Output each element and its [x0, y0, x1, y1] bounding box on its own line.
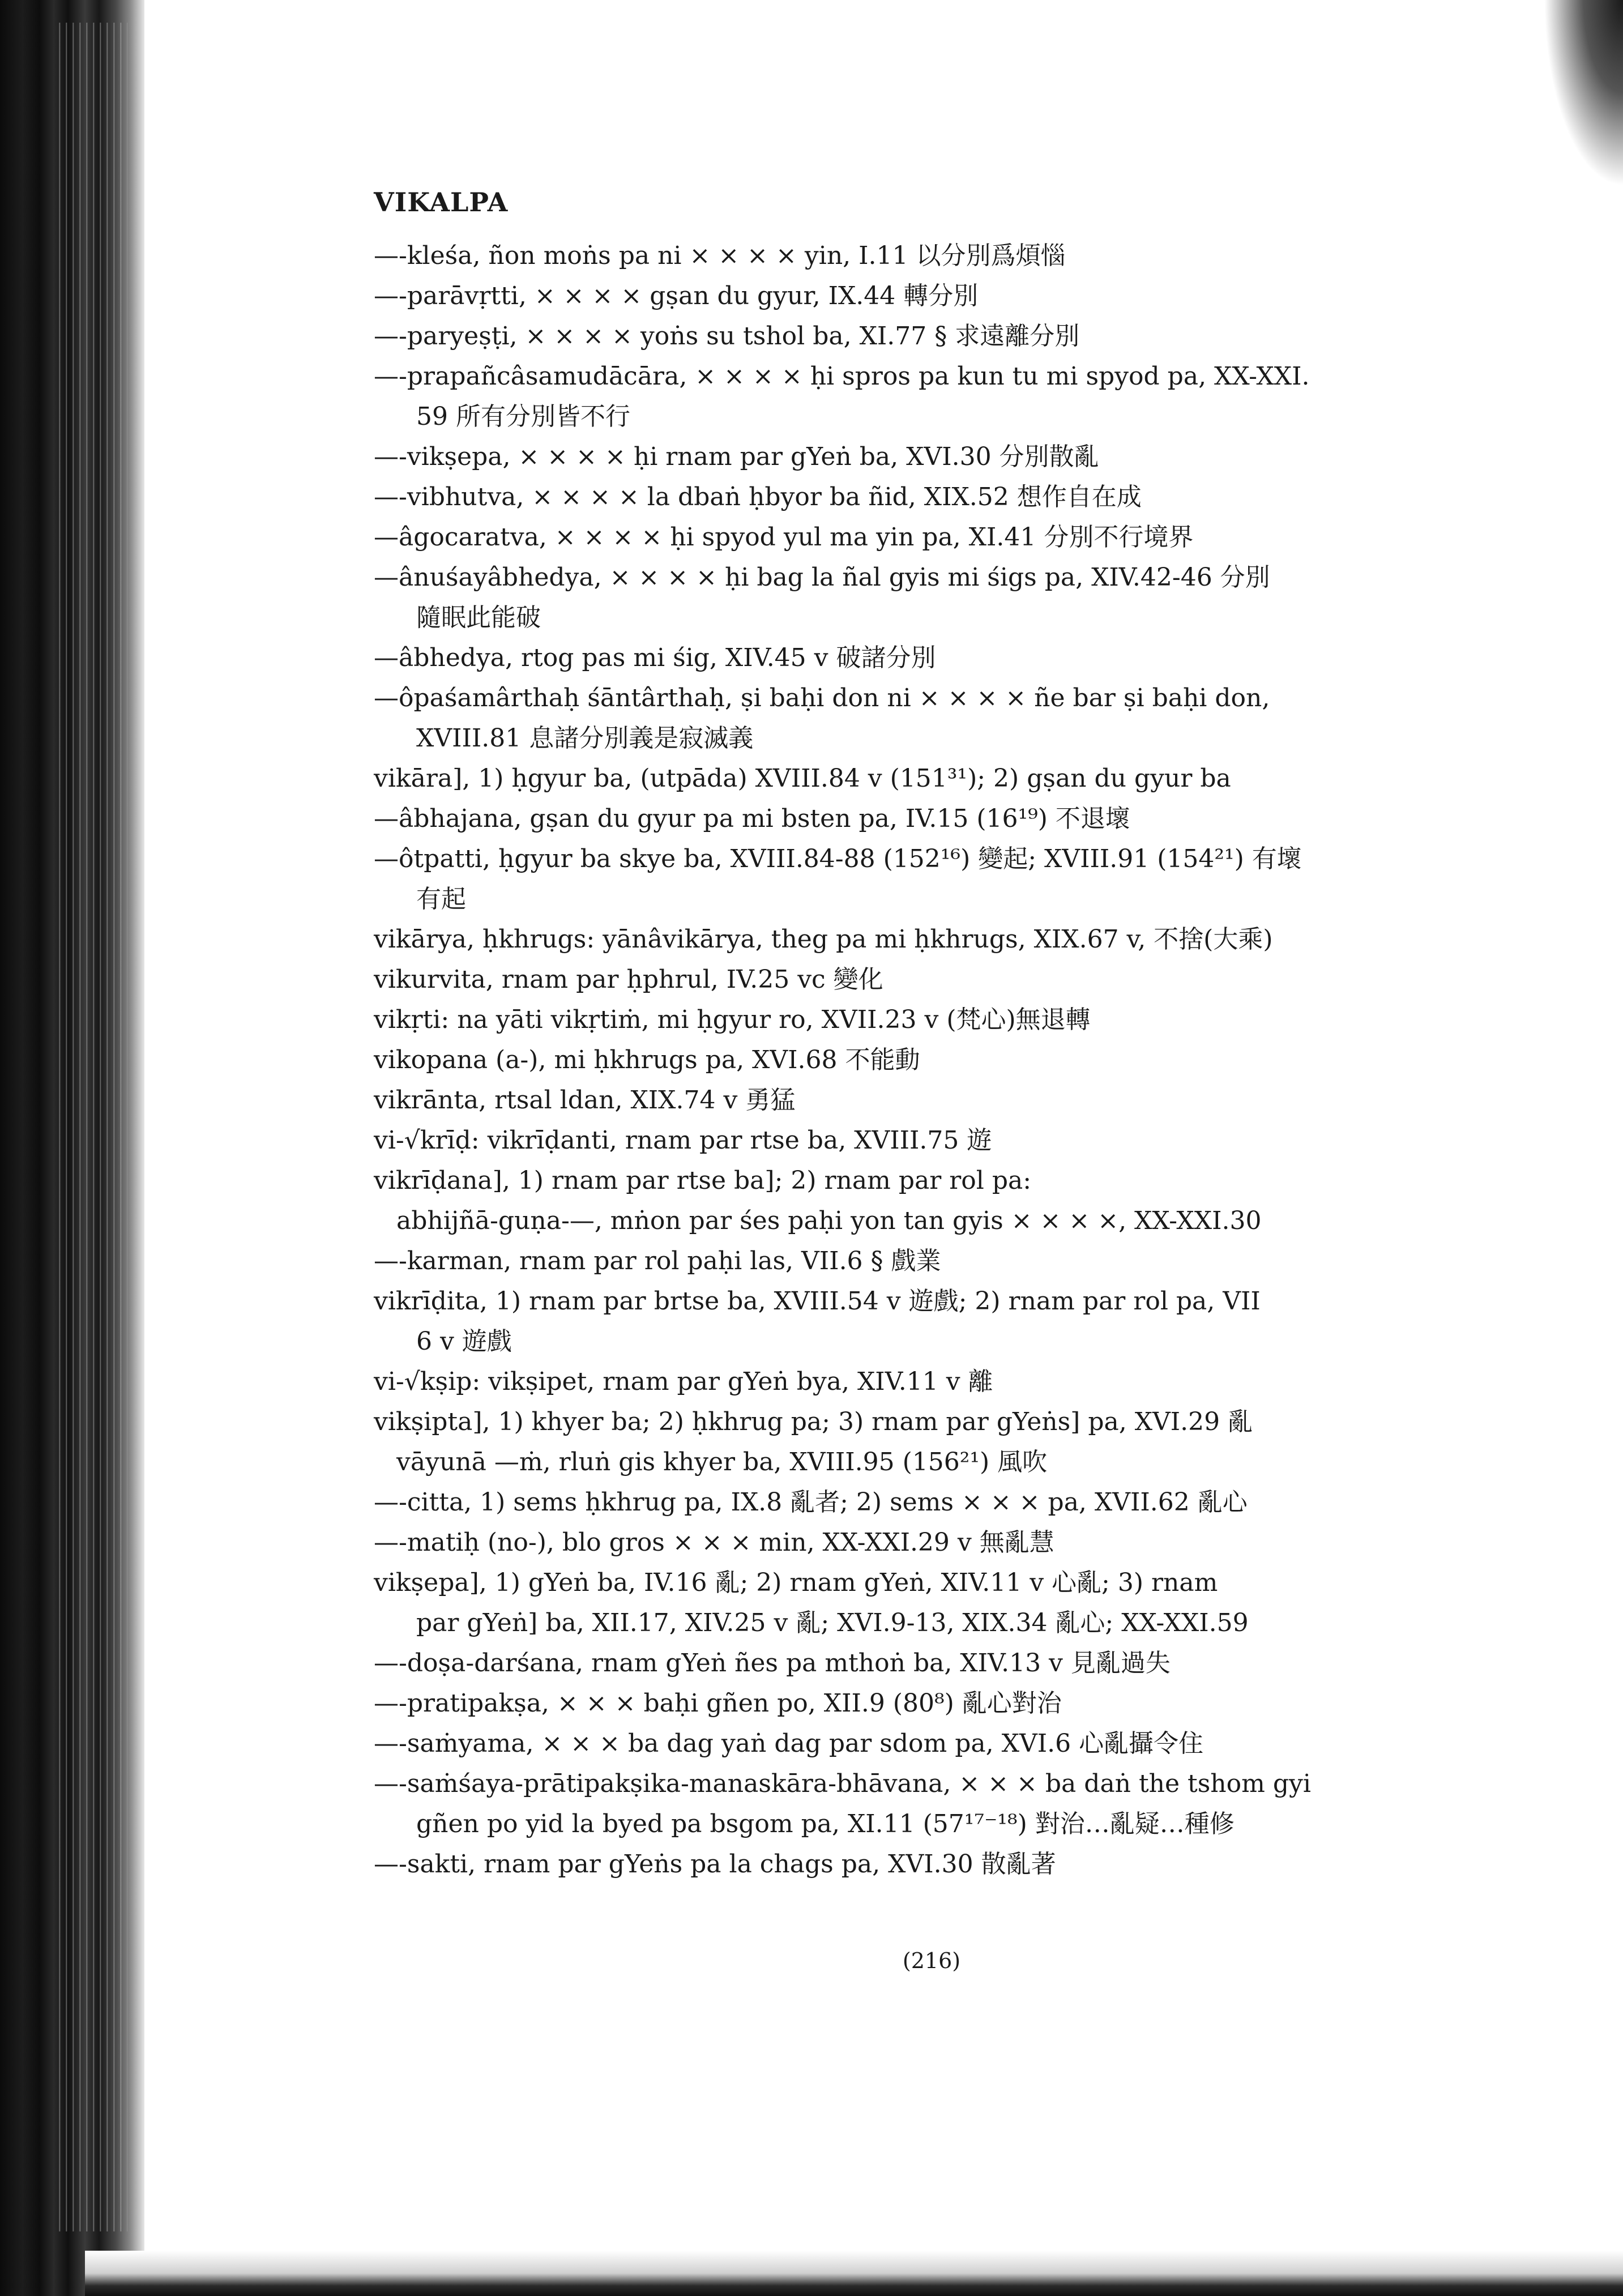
entry-continuation: 有起: [416, 885, 466, 914]
entry-continuation: 6 v 遊戲: [416, 1327, 512, 1356]
entry-line: —ôtpatti, ḥgyur ba skye ba, XVIII.84-88 (152¹⁶) 變起; XVIII.91 (154²¹) 有壞: [374, 844, 1302, 873]
entry-line: —ânuśayâbhedya, × × × × ḥi bag la ñal gyis mi śigs pa, XIV.42-46 分別: [374, 563, 1270, 592]
entry-line: vikrīḍana], 1) rnam par rtse ba]; 2) rnam par rol pa:: [374, 1166, 1032, 1195]
entry-line: —-saṁyama, × × × ba dag yaṅ dag par sdom pa, XVI.6 心亂攝令住: [374, 1729, 1204, 1758]
entry-line: vikṣepa], 1) gYeṅ ba, IV.16 亂; 2) rnam gYeṅ, XIV.11 v 心亂; 3) rnam: [374, 1568, 1218, 1597]
entry-line: —-vibhutva, × × × × la dbaṅ ḥbyor ba ñid, XIX.52 想作自在成: [374, 483, 1142, 511]
entry-line: vikrīḍita, 1) rnam par brtse ba, XVIII.54 v 遊戲; 2) rnam par rol pa, VII: [374, 1287, 1261, 1316]
entry-line: —-citta, 1) sems ḥkhrug pa, IX.8 亂者; 2) sems × × × pa, XVII.62 亂心: [374, 1488, 1248, 1517]
entry-line: —âbhedya, rtog pas mi śig, XIV.45 v 破諸分別: [374, 643, 936, 672]
entry-line: —-vikṣepa, × × × × ḥi rnam par gYeṅ ba, XVI.30 分別散亂: [374, 442, 1099, 471]
entry-line: vikṛti: na yāti vikṛtiṁ, mi ḥgyur ro, XVII.23 v (梵心)無退轉: [374, 1005, 1091, 1034]
entry-line: —ôpaśamârthaḥ śāntârthaḥ, ṣi baḥi don ni × × × × ñe bar ṣi baḥi don,: [374, 684, 1270, 712]
entry-subline: abhijñā-guṇa-—, mṅon par śes paḥi yon tan gyis × × × ×, XX-XXI.30: [396, 1206, 1262, 1235]
entry-line: —-parāvṛtti, × × × × gṣan du gyur, IX.44 轉分別: [374, 281, 979, 310]
entry-continuation: 隨眠此能破: [416, 603, 541, 632]
entry-line: vikāra], 1) ḥgyur ba, (utpāda) XVIII.84 v (151³¹); 2) gṣan du gyur ba: [374, 764, 1231, 793]
entry-line: —-pratipakṣa, × × × baḥi gñen po, XII.9 (80⁸) 亂心對治: [374, 1689, 1062, 1718]
entry-line: —-doṣa-darśana, rnam gYeṅ ñes pa mthoṅ ba, XIV.13 v 見亂過失: [374, 1649, 1171, 1678]
entry-line: vikārya, ḥkhrugs: yānâvikārya, theg pa mi ḥkhrugs, XIX.67 v, 不捨(大乘): [374, 925, 1273, 954]
entry-line: —-matiḥ (no-), blo gros × × × min, XX-XXI.29 v 無亂慧: [374, 1528, 1054, 1557]
entry-line: —-paryeṣṭi, × × × × yoṅs su tshol ba, XI.77 § 求遠離分別: [374, 322, 1080, 351]
section-heading: VIKALPA: [374, 187, 509, 217]
entry-line: —-saṁśaya-prātipakṣika-manaskāra-bhāvana, × × × ba daṅ the tshom gyi: [374, 1769, 1311, 1798]
entry-line: vikrānta, rtsal ldan, XIX.74 v 勇猛: [374, 1086, 796, 1115]
entry-line: —-prapañcâsamudācāra, × × × × ḥi spros pa kun tu mi spyod pa, XX-XXI.: [374, 362, 1310, 391]
dictionary-page: [374, 187, 1478, 1884]
entry-line: vikopana (a-), mi ḥkhrugs pa, XVI.68 不能動: [374, 1045, 920, 1074]
entry-line: —-sakti, rnam par gYeṅs pa la chags pa, XVI.30 散亂著: [374, 1850, 1056, 1879]
entry-line: vikurvita, rnam par ḥphrul, IV.25 vc 變化: [374, 965, 883, 994]
entry-line: vi-√kṣip: vikṣipet, rnam par gYeṅ bya, XIV.11 v 離: [374, 1367, 993, 1396]
entry-line: —âbhajana, gṣan du gyur pa mi bsten pa, IV.15 (16¹⁹) 不退壞: [374, 804, 1130, 833]
scan-corner-shadow: [1544, 0, 1623, 187]
entry-line: vi-√krīḍ: vikrīḍanti, rnam par rtse ba, XVIII.75 遊: [374, 1126, 992, 1155]
entry-line: vikṣipta], 1) khyer ba; 2) ḥkhrug pa; 3) rnam par gYeṅs] pa, XVI.29 亂: [374, 1407, 1253, 1436]
entry-line: —-karman, rnam par rol paḥi las, VII.6 § 戲業: [374, 1247, 941, 1275]
entry-continuation: par gYeṅ] ba, XII.17, XIV.25 v 亂; XVI.9-13, XIX.34 亂心; XX-XXI.59: [416, 1608, 1249, 1637]
entry-continuation: gñen po yid la byed pa bsgom pa, XI.11 (57¹⁷⁻¹⁸) 對治…亂疑…種修: [416, 1810, 1235, 1838]
entry-line: —-kleśa, ñon moṅs pa ni × × × × yin, I.11 以分別爲煩惱: [374, 241, 1066, 270]
entry-line: —âgocaratva, × × × × ḥi spyod yul ma yin pa, XI.41 分別不行境界: [374, 523, 1194, 552]
entry-subline: vāyunā —ṁ, rluṅ gis khyer ba, XVIII.95 (156²¹) 風吹: [396, 1448, 1048, 1476]
entry-continuation: XVIII.81 息諸分別義是寂滅義: [416, 724, 754, 753]
page-number: (216): [902, 1948, 961, 1973]
scan-bottom-edge: [85, 2251, 1623, 2296]
entry-continuation: 59 所有分別皆不行: [416, 402, 630, 431]
page-stack-lines: [54, 23, 127, 2231]
